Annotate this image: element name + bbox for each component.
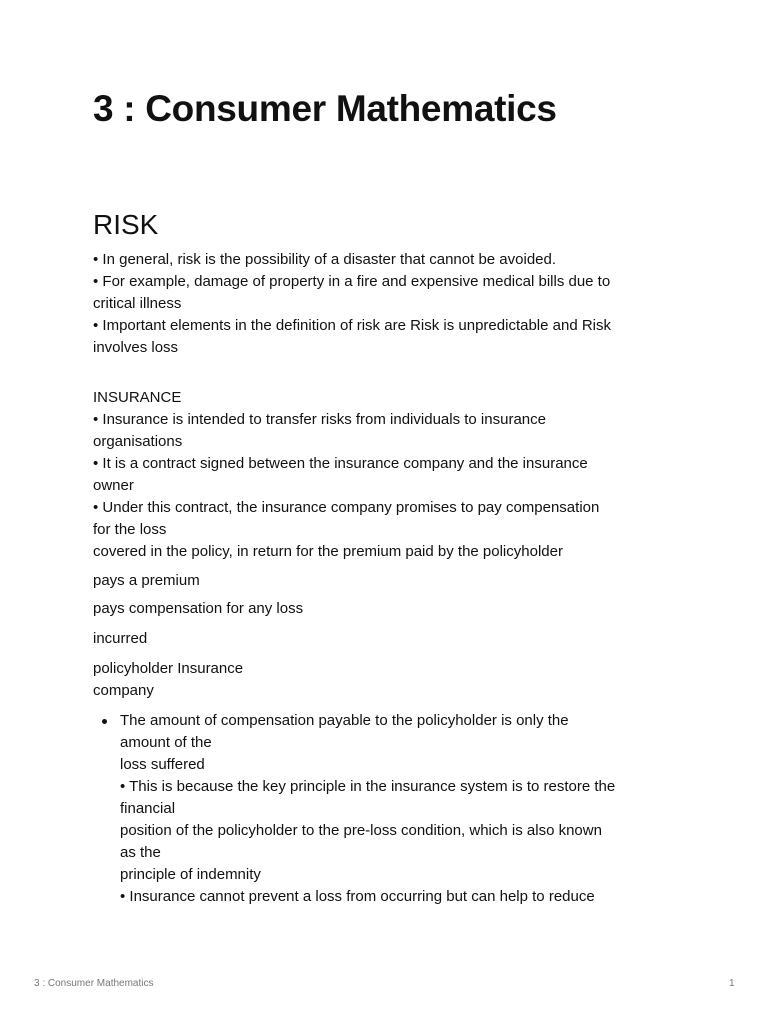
bullet-line: financial — [120, 800, 176, 817]
diagram-text-compensation: pays compensation for any loss — [93, 600, 304, 617]
parties-line: policyholder Insurance — [93, 660, 244, 677]
list-item — [93, 710, 683, 908]
risk-line: critical illness — [93, 295, 182, 312]
bullet-line: position of the policyholder to the pre-loss condition, which is also known — [120, 822, 602, 839]
bullet-icon — [102, 719, 107, 724]
diagram-text-parties — [93, 658, 678, 702]
risk-line: • Important elements in the definition of risk are Risk is unpredictable and Risk — [93, 317, 611, 334]
insurance-heading: INSURANCE — [93, 389, 182, 406]
compensation-bullet-list — [93, 710, 683, 908]
bullet-line: principle of indemnity — [120, 866, 261, 883]
bullet-line: • Insurance cannot prevent a loss from occurring but can help to reduce — [120, 888, 595, 905]
insurance-line: • Insurance is intended to transfer risks from individuals to insurance — [93, 411, 546, 428]
bullet-line: loss suffered — [120, 756, 205, 773]
insurance-paragraph — [93, 387, 678, 563]
risk-paragraph — [93, 249, 678, 359]
bullet-line: as the — [120, 844, 161, 861]
risk-line: • For example, damage of property in a fire and expensive medical bills due to — [93, 273, 611, 290]
page-title: 3 : Consumer Mathematics — [93, 88, 557, 129]
insurance-line: owner — [93, 477, 134, 494]
risk-heading: RISK — [93, 209, 159, 240]
risk-line: involves loss — [93, 339, 179, 356]
bullet-line: amount of the — [120, 734, 212, 751]
insurance-line: organisations — [93, 433, 183, 450]
footer-title: 3 : Consumer Mathematics — [34, 978, 154, 989]
diagram-text-incurred: incurred — [93, 630, 148, 647]
insurance-line: for the loss — [93, 521, 167, 538]
bullet-line: The amount of compensation payable to the policyholder is only the — [120, 712, 569, 729]
parties-line: company — [93, 682, 154, 699]
bullet-line: • This is because the key principle in the insurance system is to restore the — [120, 778, 616, 795]
insurance-line: • It is a contract signed between the insurance company and the insurance — [93, 455, 588, 472]
insurance-line: • Under this contract, the insurance company promises to pay compensation — [93, 499, 600, 516]
risk-line: • In general, risk is the possibility of a disaster that cannot be avoided. — [93, 251, 557, 268]
diagram-text-premium: pays a premium — [93, 572, 200, 589]
insurance-line: covered in the policy, in return for the premium paid by the policyholder — [93, 543, 563, 560]
page-number: 1 — [729, 978, 735, 989]
